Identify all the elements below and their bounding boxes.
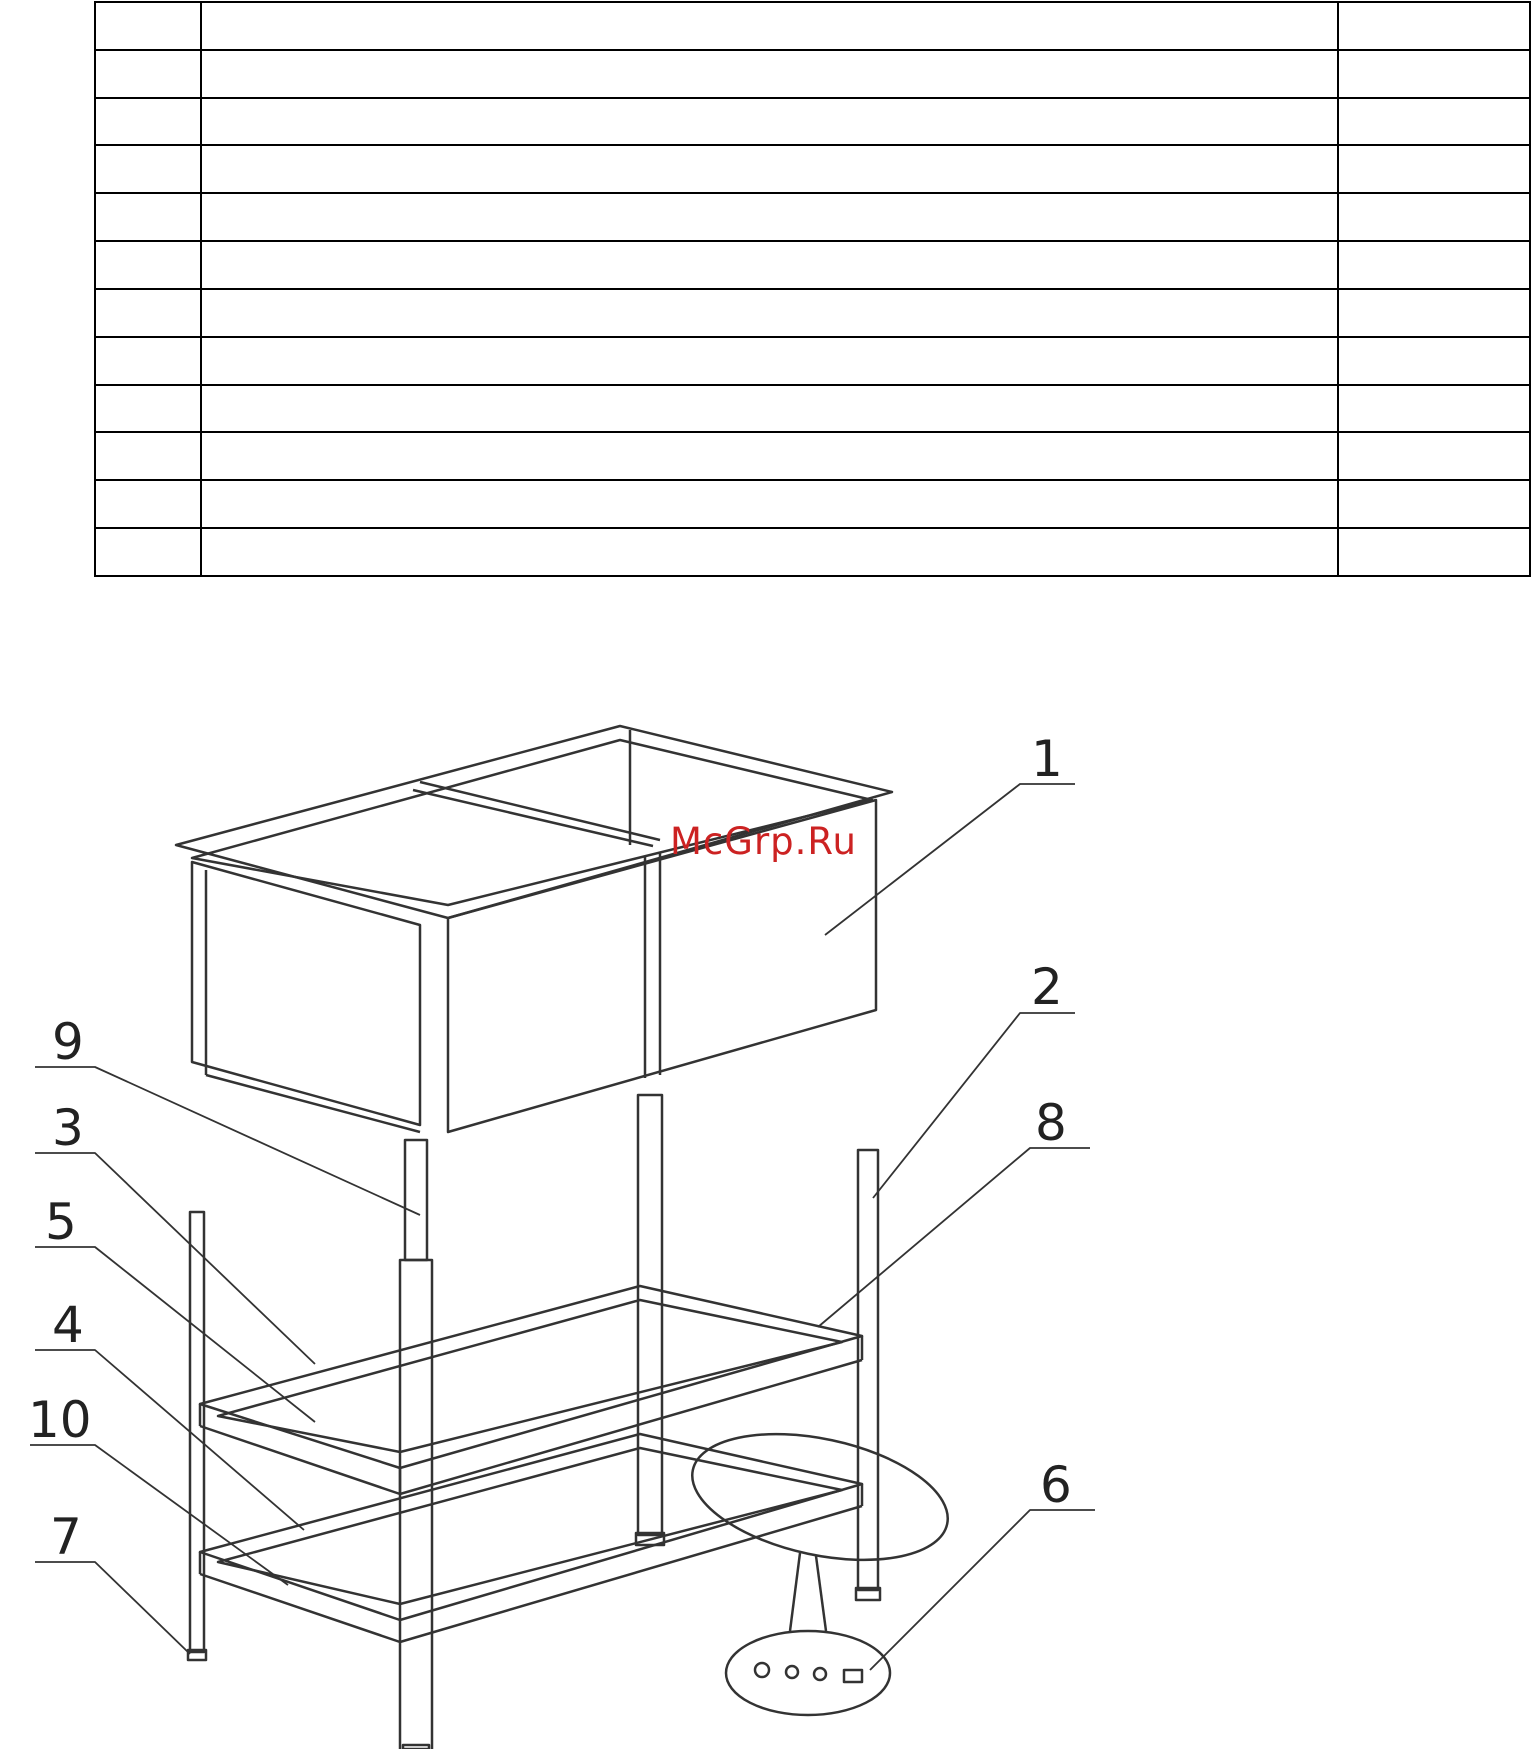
table-row [95, 528, 1530, 576]
part-name-cell [201, 193, 1338, 241]
table-row [95, 2, 1530, 50]
callout-5: 5 [45, 1193, 77, 1251]
part-qty-cell [1338, 480, 1530, 528]
callout-2: 2 [1031, 958, 1063, 1016]
part-name-cell [201, 480, 1338, 528]
part-number-cell [95, 50, 201, 98]
callout-8: 8 [1035, 1094, 1067, 1152]
part-name-cell [201, 50, 1338, 98]
lower-frame [200, 1434, 862, 1642]
part-number-cell [95, 480, 201, 528]
part-name-cell [201, 145, 1338, 193]
part-name-cell [201, 385, 1338, 433]
part-qty-cell [1338, 145, 1530, 193]
callout-4: 4 [52, 1296, 84, 1354]
part-qty-cell [1338, 193, 1530, 241]
table-row [95, 98, 1530, 146]
part-number-cell [95, 145, 201, 193]
basin-part [176, 726, 892, 1132]
part-name-cell [201, 432, 1338, 480]
part-qty-cell [1338, 528, 1530, 576]
part-qty-cell [1338, 98, 1530, 146]
part-number-cell [95, 289, 201, 337]
part-qty-cell [1338, 432, 1530, 480]
callout-1: 1 [1031, 730, 1063, 788]
part-name-cell [201, 241, 1338, 289]
part-number-cell [95, 337, 201, 385]
part-qty-cell [1338, 337, 1530, 385]
table-row [95, 289, 1530, 337]
parts-table-body [95, 2, 1530, 576]
callout-10: 10 [28, 1391, 92, 1449]
table-row [95, 432, 1530, 480]
table-row [95, 193, 1530, 241]
callout-9: 9 [52, 1013, 84, 1071]
part-qty-cell [1338, 50, 1530, 98]
part-number-cell [95, 193, 201, 241]
part-name-cell [201, 337, 1338, 385]
part-number-cell [95, 528, 201, 576]
table-row [95, 50, 1530, 98]
part-qty-cell [1338, 385, 1530, 433]
legs [188, 1095, 880, 1749]
part-name-cell [201, 528, 1338, 576]
callout-6: 6 [1040, 1456, 1072, 1514]
part-number-cell [95, 385, 201, 433]
part-name-cell [201, 98, 1338, 146]
part-name-cell [201, 2, 1338, 50]
part-number-cell [95, 432, 201, 480]
part-qty-cell [1338, 289, 1530, 337]
table-row [95, 145, 1530, 193]
callout-labels [28, 730, 1072, 1566]
part-number-cell [95, 2, 201, 50]
table-row [95, 241, 1530, 289]
hardware-detail [681, 1413, 959, 1715]
part-number-cell [95, 241, 201, 289]
part-qty-cell [1338, 2, 1530, 50]
callout-3: 3 [52, 1099, 84, 1157]
watermark: McGrp.Ru [670, 820, 857, 863]
table-row [95, 480, 1530, 528]
table-row [95, 385, 1530, 433]
part-number-cell [95, 98, 201, 146]
callout-7: 7 [50, 1508, 82, 1566]
part-name-cell [201, 289, 1338, 337]
part-qty-cell [1338, 241, 1530, 289]
table-row [95, 337, 1530, 385]
parts-table [94, 1, 1531, 577]
